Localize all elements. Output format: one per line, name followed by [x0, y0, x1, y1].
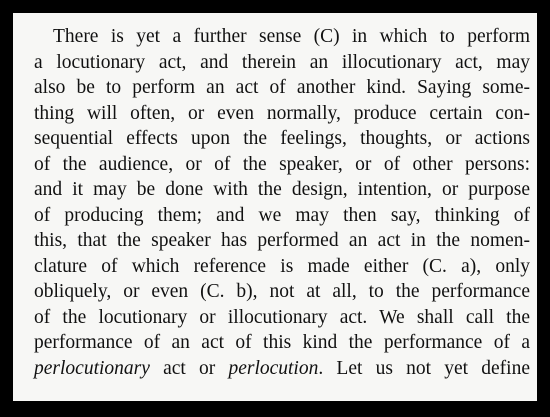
- term-perlocution: perlocution: [228, 357, 319, 379]
- text-line: of producing them; and we may then say, thinking of: [34, 204, 530, 226]
- text-line: performance of an act of this kind the performance of a: [34, 332, 530, 353]
- term-perlocutionary: perlocutionary: [34, 357, 150, 379]
- text-line: also be to perform an act of another kind. Saying some-: [34, 77, 530, 98]
- text-line: of the audience, or of the speaker, or of other persons:: [34, 153, 530, 175]
- text-line: a locutionary act, and therein an illocutionary act, may: [34, 51, 530, 73]
- text-line: There is yet a further sense (C) in which to perform: [53, 26, 530, 47]
- text-line: and it may be done with the design, intention, or purpose: [34, 179, 530, 200]
- text-fragment: act or: [149, 357, 229, 379]
- text-line: of the locutionary or illocutionary act. We shall call the: [34, 306, 530, 328]
- text-line: thing will often, or even normally, produce certain con-: [34, 102, 530, 124]
- text-line: this, that the speaker has performed an act in the nomen-: [34, 230, 530, 251]
- text-line: clature of which reference is made either (C. a), only: [34, 255, 530, 277]
- page-scan: [13, 13, 537, 401]
- text-line: obliquely, or even (C. b), not at all, to the performance: [34, 281, 530, 302]
- text-line-last: [34, 357, 530, 381]
- text-fragment: . Let us not yet define: [318, 357, 530, 379]
- text-line: sequential effects upon the feelings, thoughts, or actions: [34, 128, 530, 149]
